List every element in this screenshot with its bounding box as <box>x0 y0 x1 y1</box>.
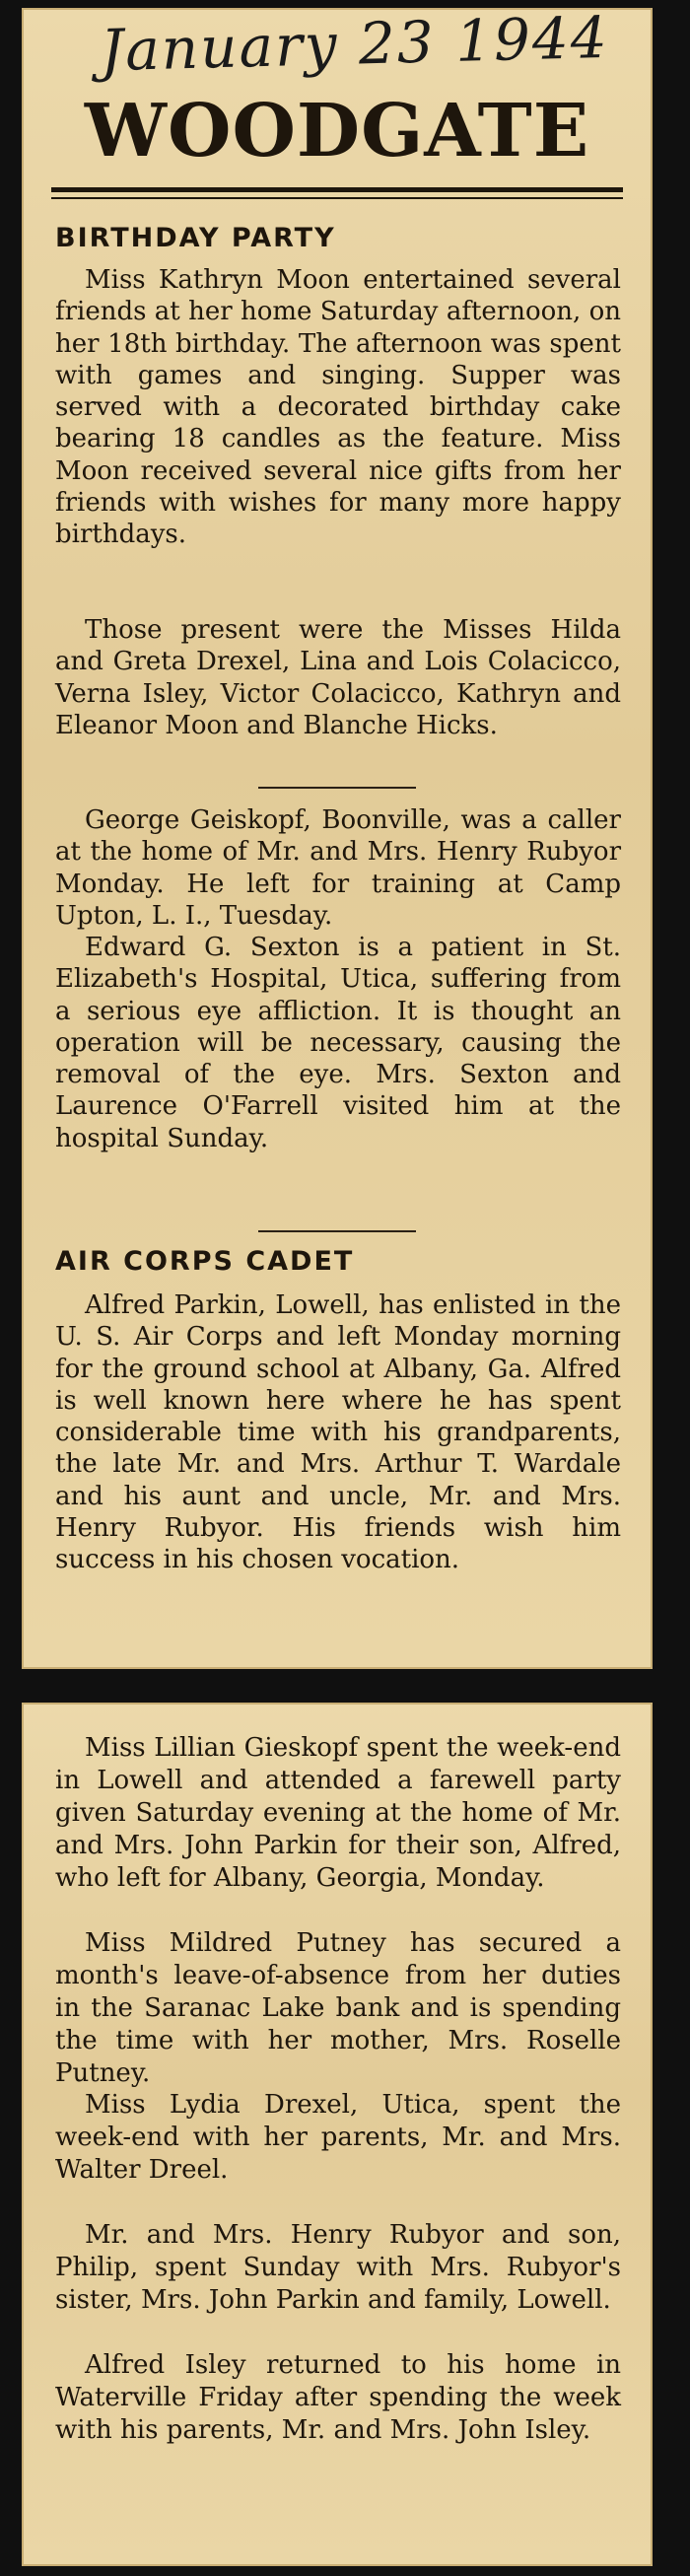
item-paragraph-1: George Geiskopf, Boonville, was a caller at the home of Mr. and Mrs. Henry Rubyor Monday. He left for training at Camp Upton, L. I., Tuesday. <box>55 805 621 931</box>
headline: WOODGATE <box>84 89 590 174</box>
clipping-bottom <box>22 1703 653 2566</box>
personal-paragraph-5: Alfred Isley returned to his home in Waterville Friday after spending the week with his parents, Mr. and Mrs. John Isley. <box>55 2350 621 2445</box>
item-paragraph-2: Edward G. Sexton is a patient in St. Elizabeth's Hospital, Utica, suffering from a serious eye affliction. It is thought an operation will be necessary, causing the removal of the eye. Mrs. Sexton and Laurence O'Farrell visited him at the hospital Sunday. <box>55 933 621 1153</box>
birthday-paragraph-2: Those present were the Misses Hilda and Greta Drexel, Lina and Lois Colacicco, Verna Isley, Victor Colacicco, Kathryn and Eleanor Moon and Blanche Hicks. <box>55 615 621 740</box>
personal-paragraph-3: Miss Lydia Drexel, Utica, spent the week-end with her parents, Mr. and Mrs. Walter Dreel. <box>55 2090 621 2185</box>
personal-paragraph-2: Miss Mildred Putney has secured a month's leave-of-absence from her duties in the Saranac Lake bank and is spending the time with her mother, Mrs. Roselle Putney. <box>55 1928 621 2088</box>
section-divider-1 <box>258 787 416 789</box>
section-divider-2 <box>258 1230 416 1232</box>
birthday-paragraph-1: Miss Kathryn Moon entertained several friends at her home Saturday afternoon, on her 18th birthday. The afternoon was spent with games and singing. Supper was served with a decorated birthday cake bearing 18 candles as the feature. Miss Moon received several nice gifts from her friends with wishes for many more happy birthdays. <box>55 265 621 550</box>
handwritten-date: January 23 1944 <box>100 3 610 85</box>
clipping-top <box>22 3 653 1669</box>
personal-paragraph-1: Miss Lillian Gieskopf spent the week-end in Lowell and attended a farewell party given Saturday evening at the home of Mr. and Mrs. John Parkin for their son, Alfred, who left for Albany, Georgia, Monday. <box>55 1733 621 1893</box>
birthday-heading: BIRTHDAY PARTY <box>55 223 336 253</box>
headline-rule-thin <box>51 197 623 199</box>
cadet-paragraph-1: Alfred Parkin, Lowell, has enlisted in the U. S. Air Corps and left Monday morning for the ground school at Albany, Ga. Alfred is well known here where he has spent considerable time with his grandparents, the late Mr. and Mrs. Arthur T. Wardale and his aunt and uncle, Mr. and Mrs. Henry Rubyor. His friends wish him success in his chosen vocation. <box>55 1290 621 1575</box>
personal-paragraph-4: Mr. and Mrs. Henry Rubyor and son, Philip, spent Sunday with Mrs. Rubyor's sister, Mrs. John Parkin and family, Lowell. <box>55 2220 621 2315</box>
headline-rule <box>51 187 623 192</box>
cadet-heading: AIR CORPS CADET <box>55 1246 355 1277</box>
